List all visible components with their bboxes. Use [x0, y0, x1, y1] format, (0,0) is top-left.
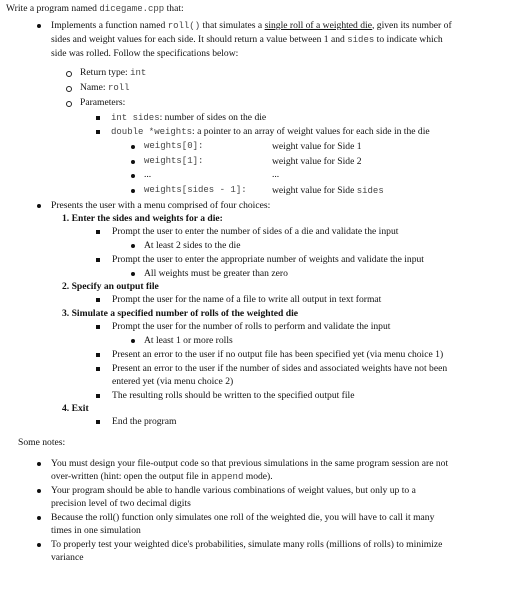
sides-code: sides [347, 35, 375, 45]
circle-bullet [66, 86, 72, 92]
impl-line-3: side was rolled. Follow the specifications below: [51, 48, 239, 59]
bullet-dot [131, 145, 135, 149]
return-type [80, 66, 146, 80]
note-1-line-1: You must design your file-output code so that previous simulations in the same program session are not [51, 458, 449, 469]
intro-suffix: that: [164, 3, 184, 14]
circle-bullet [66, 71, 72, 77]
choice-3-c-line-2: entered yet (via menu choice 2) [112, 376, 234, 387]
spec-code: int sides [111, 113, 160, 123]
note-3-line-1: Because the roll() function only simulates one roll of the weighted die, you will have to call it many [51, 512, 435, 523]
choice-3-c-line-1: Present an error to the user if the number of sides and associated weights have not been [112, 363, 448, 374]
params-label: Parameters: [80, 97, 126, 108]
menu-choice-2: 2. Specify an output file [62, 281, 159, 292]
note-1-line-2 [51, 470, 273, 484]
note-2-line-1: Your program should be able to handle various combinations of weight values, but only up to a [51, 485, 416, 496]
square-bullet [96, 298, 100, 302]
spec-code: roll [107, 83, 130, 93]
note-4-line-2: variance [51, 552, 84, 563]
note-text: mode). [243, 471, 273, 482]
circle-bullet [66, 101, 72, 107]
choice-1-b-sub: All weights must be greater than zero [144, 268, 288, 279]
intro-line [6, 2, 184, 16]
bullet-dot [37, 204, 41, 208]
impl-text: , given its number of [371, 20, 452, 31]
choice-3-a-sub: At least 1 or more rolls [144, 335, 233, 346]
impl-underlined: single roll of a weighted die [264, 20, 372, 31]
roll-code: roll() [167, 21, 201, 31]
bullet-dot [131, 174, 135, 178]
choice-3-d: The resulting rolls should be written to the specified output file [112, 390, 355, 401]
filename-code: dicegame.cpp [99, 4, 165, 14]
menu-choice-1: 1. Enter the sides and weights for a die: [62, 213, 223, 224]
bullet-dot [131, 189, 135, 193]
spec-label: Name: [80, 82, 108, 93]
bullet-dot [37, 516, 41, 520]
weights-1-text: weight value for Side 2 [272, 156, 362, 167]
menu-choice-3: 3. Simulate a specified number of rolls of the weighted die [62, 308, 299, 319]
append-code: append [210, 472, 244, 482]
param-weights [111, 125, 430, 139]
impl-text: Implements a function named [51, 20, 168, 31]
note-3-line-2: times in one simulation [51, 525, 141, 536]
bullet-dot [37, 462, 41, 466]
choice-1-b: Prompt the user to enter the appropriate number of weights and validate the input [112, 254, 424, 265]
ellipsis: ... [272, 169, 280, 180]
bullet-dot [37, 24, 41, 28]
square-bullet [96, 420, 100, 424]
menu-choice-4: 4. Exit [62, 403, 89, 414]
bullet-dot [131, 339, 135, 343]
square-bullet [96, 130, 100, 134]
spec-code: double *weights [111, 127, 193, 137]
bullet-dot [131, 272, 135, 276]
note-2-line-2: precision level of two decimal digits [51, 498, 191, 509]
menu-intro: Presents the user with a menu comprised of four choices: [51, 200, 271, 211]
choice-1-a-sub: At least 2 sides to the die [144, 240, 241, 251]
square-bullet [96, 258, 100, 262]
spec-text: : a pointer to an array of weight values for each side in the die [192, 126, 430, 137]
param-sides [111, 111, 266, 125]
spec-text: : number of sides on the die [159, 112, 267, 123]
note-4-line-1: To properly test your weighted dice's probabilities, simulate many rolls (millions of rolls) to minimize [51, 539, 443, 550]
ellipsis: ... [144, 169, 152, 180]
choice-3-a: Prompt the user for the number of rolls to perform and validate the input [112, 321, 391, 332]
choice-2-a: Prompt the user for the name of a file to write all output in text format [112, 294, 382, 305]
weights-1-code: weights[1]: [144, 156, 204, 166]
square-bullet [96, 367, 100, 371]
spec-code: sides [356, 186, 384, 196]
intro-text: Write a program named [6, 3, 100, 14]
square-bullet [96, 116, 100, 120]
spec-label: Return type: [80, 67, 131, 78]
square-bullet [96, 353, 100, 357]
impl-text: sides and weight values for each side. It should return a value between 1 and [51, 34, 348, 45]
square-bullet [96, 325, 100, 329]
weights-0-text: weight value for Side 1 [272, 141, 362, 152]
impl-text: that simulates a [200, 20, 265, 31]
choice-4-a: End the program [112, 416, 177, 427]
square-bullet [96, 394, 100, 398]
weights-n-code: weights[sides - 1]: [144, 185, 247, 195]
impl-line-1 [51, 19, 452, 33]
impl-line-2 [51, 33, 443, 47]
weights-0-code: weights[0]: [144, 141, 204, 151]
bullet-dot [131, 160, 135, 164]
note-text: over-written (hint: open the output file in [51, 471, 211, 482]
weights-n-text [272, 184, 384, 198]
choice-1-a: Prompt the user to enter the number of sides of a die and validate the input [112, 226, 399, 237]
square-bullet [96, 230, 100, 234]
notes-title: Some notes: [18, 437, 66, 448]
bullet-dot [37, 489, 41, 493]
bullet-dot [131, 244, 135, 248]
func-name [80, 81, 130, 95]
choice-3-b: Present an error to the user if no output file has been specified yet (via menu choice 1) [112, 349, 444, 360]
impl-text: to indicate which [374, 34, 443, 45]
spec-code: int [130, 68, 147, 78]
bullet-dot [37, 543, 41, 547]
spec-text: weight value for Side [272, 185, 357, 196]
